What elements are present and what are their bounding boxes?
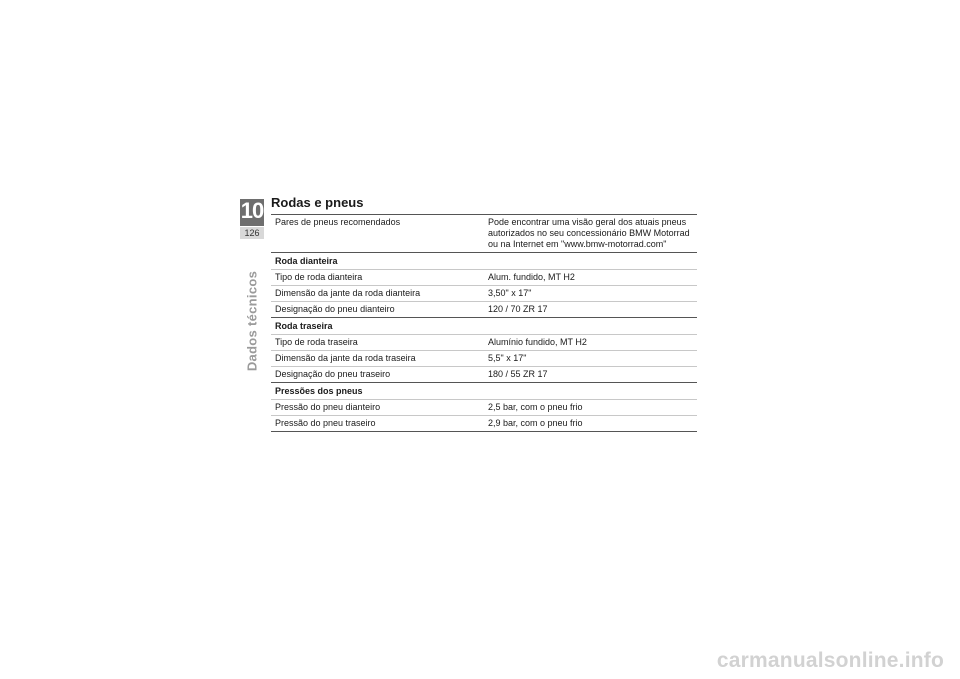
spec-label: Pressão do pneu dianteiro (275, 402, 381, 412)
chapter-title-container (240, 272, 264, 370)
group-header-front-wheel: Roda dianteira (271, 253, 697, 270)
table-row-recommended-tires (271, 215, 697, 253)
spec-value: 5,5" x 17" (488, 353, 527, 363)
spec-label: Dimensão da jante da roda dianteira (275, 288, 421, 298)
spec-label: Tipo de roda traseira (275, 337, 358, 347)
spec-value: 2,5 bar, com o pneu frio (488, 402, 583, 412)
spec-value: Alum. fundido, MT H2 (488, 272, 575, 282)
section-title: Rodas e pneus (271, 195, 364, 210)
table-row (271, 400, 697, 416)
spec-value: 180 / 55 ZR 17 (488, 369, 548, 379)
spec-label: Designação do pneu traseiro (275, 369, 391, 379)
spec-value: Alumínio fundido, MT H2 (488, 337, 587, 347)
group-header-rear-wheel: Roda traseira (271, 318, 697, 335)
chapter-number: 10 (240, 198, 264, 223)
table-row (271, 367, 697, 383)
spec-label: Designação do pneu dianteiro (275, 304, 395, 314)
table-row (271, 351, 697, 367)
spec-table (271, 214, 697, 432)
table-row (271, 286, 697, 302)
spec-value: 3,50" x 17" (488, 288, 532, 298)
spec-value: Pode encontrar uma visão geral dos atuais pneus autorizados no seu concessionário BMW Motorrad ou na Internet em "www.bmw-motorrad.com" (488, 217, 690, 249)
table-row (271, 270, 697, 286)
group-header-tire-pressure: Pressões dos pneus (271, 383, 697, 400)
watermark: carmanualsonline.info (716, 649, 944, 672)
spec-value: 120 / 70 ZR 17 (488, 304, 548, 314)
chapter-title: Dados técnicos (244, 270, 260, 372)
spec-label: Pressão do pneu traseiro (275, 418, 376, 428)
table-row (271, 416, 697, 432)
spec-label: Pares de pneus recomendados (275, 217, 401, 227)
table-row (271, 335, 697, 351)
table-row (271, 302, 697, 318)
spec-label: Tipo de roda dianteira (275, 272, 363, 282)
spec-label: Dimensão da jante da roda traseira (275, 353, 416, 363)
page-number: 126 (240, 227, 264, 239)
spec-value: 2,9 bar, com o pneu frio (488, 418, 583, 428)
